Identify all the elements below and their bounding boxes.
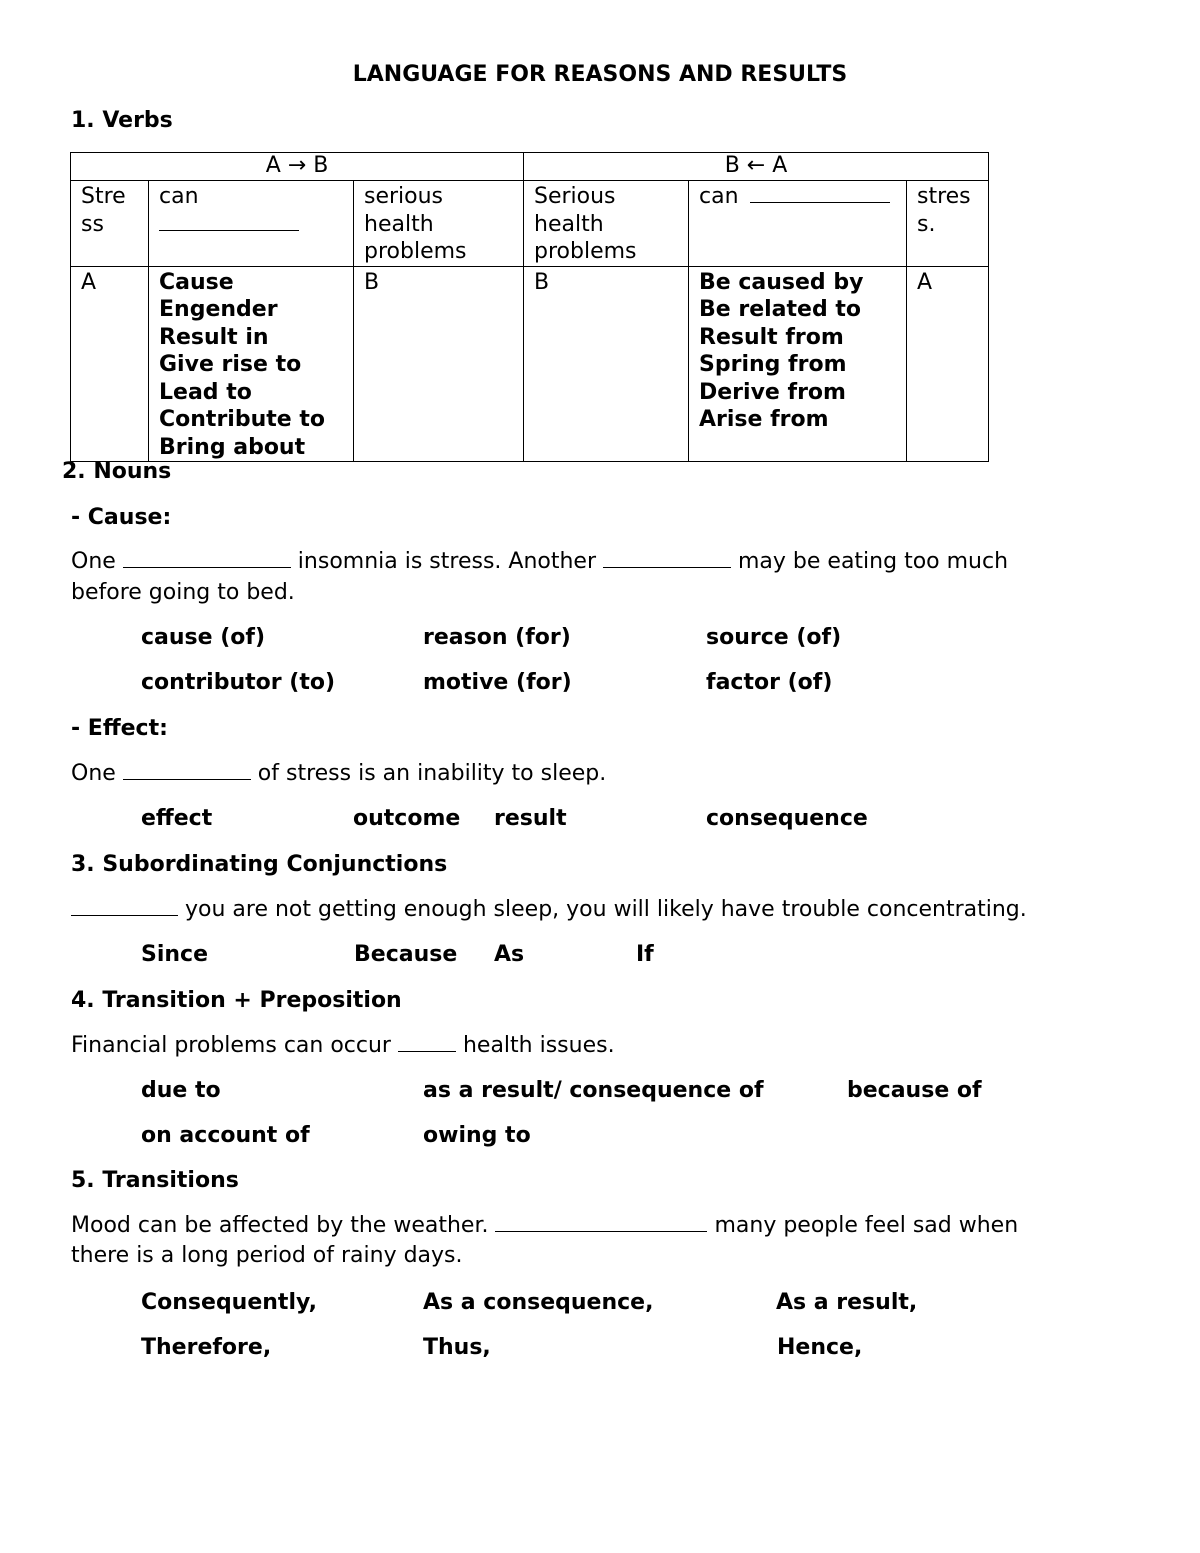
cause-subheading: - Cause: bbox=[71, 505, 172, 530]
section-transitions-heading: 5. Transitions bbox=[71, 1168, 239, 1193]
option-because-of: because of bbox=[847, 1078, 982, 1103]
page-title: LANGUAGE FOR REASONS AND RESULTS bbox=[352, 62, 848, 87]
cause-sentence-line2: before going to bed. bbox=[71, 580, 295, 605]
option-as-a-result: As a result, bbox=[776, 1290, 918, 1315]
option-as-a-result-consequence-of: as a result/ consequence of bbox=[423, 1078, 764, 1103]
option-thus: Thus, bbox=[423, 1335, 491, 1360]
option-reason-for: reason (for) bbox=[423, 625, 571, 650]
transition-preposition-sentence: Financial problems can occur health issues. bbox=[71, 1033, 615, 1058]
option-factor-of: factor (of) bbox=[706, 670, 833, 695]
option-hence: Hence, bbox=[777, 1335, 863, 1360]
option-motive-for: motive (for) bbox=[423, 670, 572, 695]
option-as-a-consequence: As a consequence, bbox=[423, 1290, 654, 1315]
cell-can-left: can bbox=[149, 181, 354, 267]
effect-sentence: One of stress is an inability to sleep. bbox=[71, 761, 607, 786]
transitions-sentence-line2: there is a long period of rainy days. bbox=[71, 1243, 463, 1268]
option-result: result bbox=[494, 806, 567, 831]
option-therefore: Therefore, bbox=[141, 1335, 272, 1360]
cell-problems-right: Serious health problems bbox=[524, 181, 689, 267]
effect-subheading: - Effect: bbox=[71, 716, 168, 741]
option-source-of: source (of) bbox=[706, 625, 842, 650]
conjunctions-sentence: you are not getting enough sleep, you will likely have trouble concentrating. bbox=[71, 897, 1027, 922]
section-transition-preposition-heading: 4. Transition + Preposition bbox=[71, 988, 402, 1013]
option-due-to: due to bbox=[141, 1078, 221, 1103]
cell-can-right: can bbox=[689, 181, 907, 267]
section-verbs-heading: 1. Verbs bbox=[71, 108, 173, 133]
cell-stress-left: Stre ss bbox=[71, 181, 149, 267]
section-nouns-heading: 2. Nouns bbox=[62, 459, 172, 484]
cell-verbs-active: Cause Engender Result in Give rise to Lead to Contribute to Bring about bbox=[149, 266, 354, 462]
option-contributor-to: contributor (to) bbox=[141, 670, 336, 695]
option-if: If bbox=[636, 942, 654, 967]
cell-a-right: A bbox=[907, 266, 989, 462]
cell-b-right: B bbox=[524, 266, 689, 462]
cause-sentence-line1: One insomnia is stress. Another may be eating too much bbox=[71, 549, 1009, 574]
option-as: As bbox=[494, 942, 525, 967]
option-cause-of: cause (of) bbox=[141, 625, 266, 650]
option-on-account-of: on account of bbox=[141, 1123, 310, 1148]
option-consequently: Consequently, bbox=[141, 1290, 317, 1315]
section-conjunctions-heading: 3. Subordinating Conjunctions bbox=[71, 852, 448, 877]
option-because: Because bbox=[354, 942, 458, 967]
option-owing-to: owing to bbox=[423, 1123, 531, 1148]
cell-verbs-passive: Be caused by Be related to Result from Spring from Derive from Arise from bbox=[689, 266, 907, 462]
cell-problems-left: serious health problems bbox=[354, 181, 524, 267]
option-since: Since bbox=[141, 942, 209, 967]
option-consequence: consequence bbox=[706, 806, 868, 831]
transitions-sentence-line1: Mood can be affected by the weather. many people feel sad when bbox=[71, 1213, 1019, 1238]
header-a-to-b: A → B bbox=[71, 153, 524, 181]
cell-a-left: A bbox=[71, 266, 149, 462]
verbs-table bbox=[70, 152, 989, 462]
cell-b-left: B bbox=[354, 266, 524, 462]
option-outcome: outcome bbox=[353, 806, 461, 831]
cell-stress-right: stres s. bbox=[907, 181, 989, 267]
header-b-from-a: B ← A bbox=[524, 153, 989, 181]
option-effect: effect bbox=[141, 806, 213, 831]
